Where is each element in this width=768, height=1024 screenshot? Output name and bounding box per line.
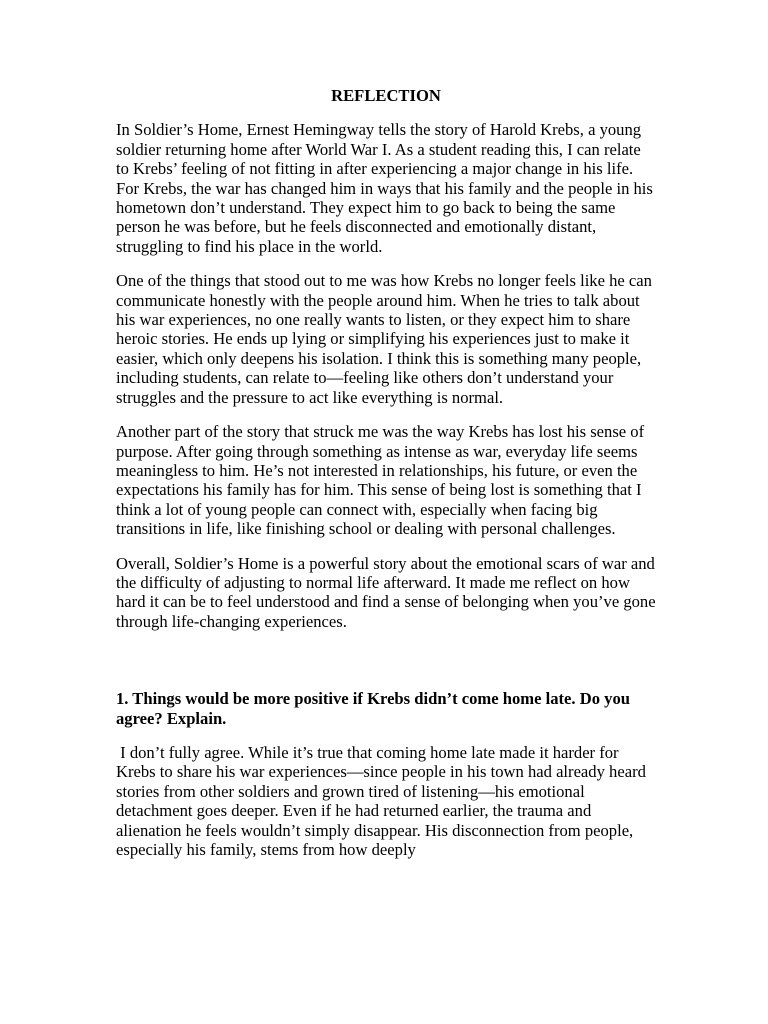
paragraph-intro: In Soldier’s Home, Ernest Hemingway tells the story of Harold Krebs, a young soldier returning home after World War I. As a student reading this, I can relate to Krebs’ feeling of not fitting in after experiencing a major change in his life. For Krebs, the war has changed him in ways that his family and the people in his hometown don’t understand. They expect him to go back to being the same person he was before, but he feels disconnected and emotionally distant, struggling to find his place in the world. — [116, 120, 653, 256]
answer-paragraph: I don’t fully agree. While it’s true that coming home late made it harder for Krebs to share his war experiences—since people in his town had already heard stories from other soldiers and grown tired of listening—his emotional detachment goes deeper. Even if he had returned earlier, the trauma and alienation he feels wouldn’t simply disappear. His disconnection from people, especially his family, stems from how deeply — [116, 742, 651, 859]
paragraph-purpose: Another part of the story that struck me was the way Krebs has lost his sense of purpose. After going through something as intense as war, everyday life seems meaningless to him. He’s not interested in relationships, his future, or even the expectations his family has for him. This sense of being lost is something that I think a lot of young people can connect with, especially when facing big transitions in life, like finishing school or dealing with personal challenges. — [116, 422, 645, 539]
section-spacer — [116, 646, 656, 689]
document-page — [116, 86, 656, 859]
paragraph-communication: One of the things that stood out to me was how Krebs no longer feels like he can communicate honestly with the people around him. When he tries to talk about his war experiences, no one really wants to listen, or they expect him to share heroic stories. He ends up lying or simplifying his experiences just to make it easier, which only deepens his isolation. I think this is something many people, including students, can relate to—feeling like others don’t understand your struggles and the pressure to act like everything is normal. — [116, 271, 652, 407]
question-heading: 1. Things would be more positive if Krebs didn’t come home late. Do you agree? Explain. — [116, 689, 630, 728]
paragraph-conclusion: Overall, Soldier’s Home is a powerful story about the emotional scars of war and the difficulty of adjusting to normal life afterward. It made me reflect on how hard it can be to feel understood and find a sense of belonging when you’ve gone through life-changing experiences. — [116, 553, 656, 631]
document-title: REFLECTION — [331, 86, 441, 105]
